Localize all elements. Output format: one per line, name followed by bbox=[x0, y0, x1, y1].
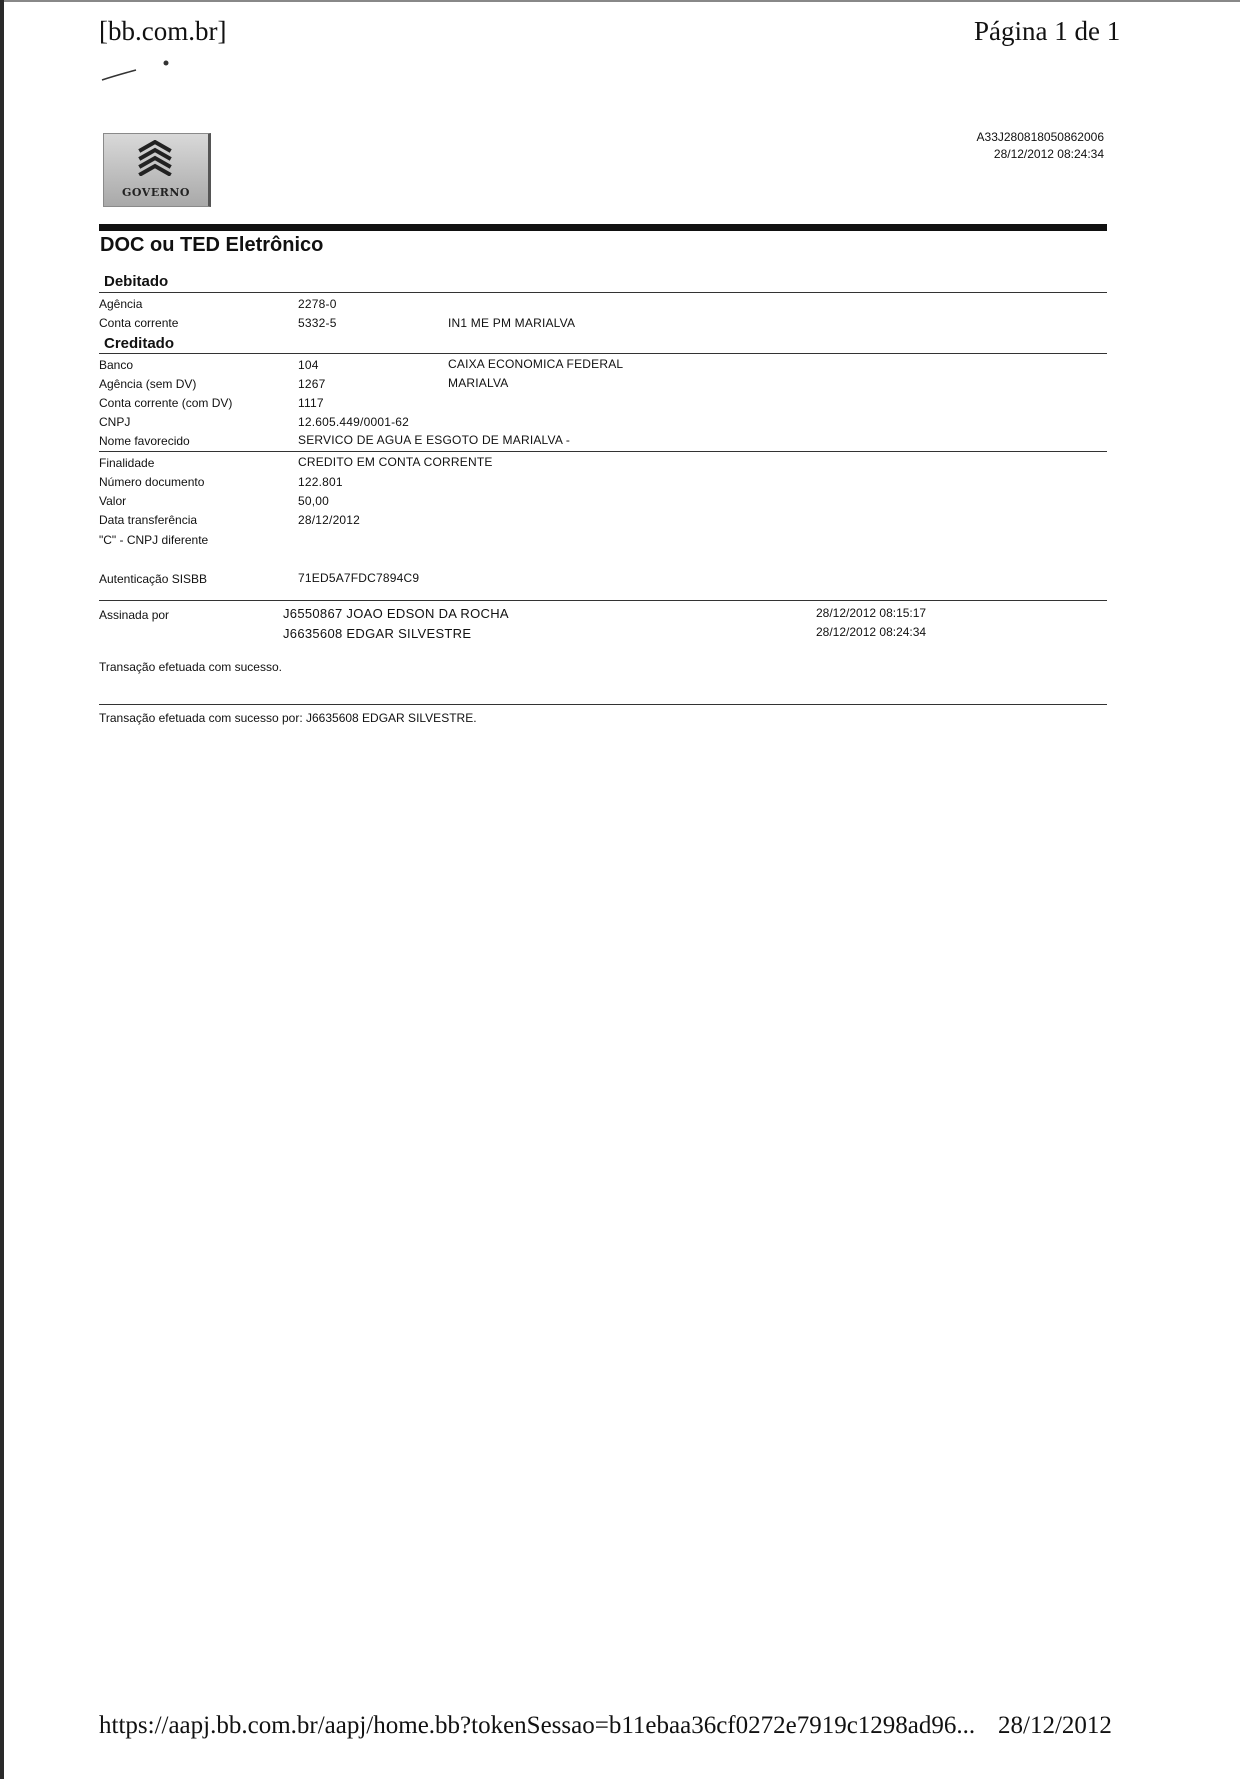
page-top-edge bbox=[0, 0, 1240, 2]
title-divider bbox=[99, 224, 1107, 231]
field-label-valor: Valor bbox=[99, 494, 127, 508]
banco-do-brasil-logo-icon bbox=[135, 140, 175, 176]
pen-mark-icon bbox=[100, 56, 180, 86]
field-value-agencia-nome: MARIALVA bbox=[448, 376, 509, 390]
page-title: DOC ou TED Eletrônico bbox=[100, 234, 324, 256]
field-label-banco: Banco bbox=[99, 358, 134, 372]
field-value-titular: IN1 ME PM MARIALVA bbox=[448, 316, 576, 330]
print-footer-date: 28/12/2012 bbox=[998, 1712, 1112, 1739]
field-label-conta: Conta corrente bbox=[99, 316, 179, 330]
field-value-agencia: 2278-0 bbox=[298, 297, 337, 311]
field-value-data: 28/12/2012 bbox=[298, 513, 361, 527]
section-debitado: Debitado bbox=[104, 273, 169, 290]
status-message: Transação efetuada com sucesso. bbox=[99, 660, 282, 674]
signer-name: J6635608 EDGAR SILVESTRE bbox=[283, 626, 472, 641]
field-value-valor: 50,00 bbox=[298, 494, 330, 508]
print-header-page-info: Página 1 de 1 bbox=[974, 16, 1121, 46]
field-label-documento: Número documento bbox=[99, 475, 205, 489]
bank-logo bbox=[103, 133, 211, 207]
print-header-site: [bb.com.br] bbox=[99, 16, 227, 46]
field-value-conta: 5332-5 bbox=[298, 316, 337, 330]
field-label-cnpj: CNPJ bbox=[99, 415, 131, 429]
field-value-documento: 122.801 bbox=[298, 475, 343, 489]
transaction-timestamp: 28/12/2012 08:24:34 bbox=[993, 147, 1104, 161]
field-value-banco-nome: CAIXA ECONOMICA FEDERAL bbox=[448, 357, 624, 371]
field-value-banco: 104 bbox=[298, 358, 319, 372]
signer-date: 28/12/2012 08:24:34 bbox=[816, 625, 927, 639]
logo-label: GOVERNO bbox=[122, 186, 190, 199]
section-divider bbox=[99, 292, 1107, 293]
footer-divider bbox=[99, 704, 1107, 705]
signer-name: J6550867 JOAO EDSON DA ROCHA bbox=[283, 606, 509, 621]
field-label-agencia-favorecido: Agência (sem DV) bbox=[99, 377, 197, 391]
field-label-agencia: Agência bbox=[99, 297, 143, 311]
footer-message: Transação efetuada com sucesso por: J6635608 EDGAR SILVESTRE. bbox=[99, 711, 477, 725]
field-label-finalidade: Finalidade bbox=[99, 456, 155, 470]
field-label-cnpj-diferente: "C" - CNPJ diferente bbox=[99, 533, 209, 547]
field-label-autenticacao: Autenticação SISBB bbox=[99, 572, 208, 586]
print-footer-url: https://aapj.bb.com.br/aapj/home.bb?tokenSessao=b11ebaa36cf0272e7919c1298ad96... bbox=[99, 1712, 976, 1739]
signer-date: 28/12/2012 08:15:17 bbox=[816, 606, 927, 620]
field-value-agencia-favorecido: 1267 bbox=[298, 377, 326, 391]
field-value-autenticacao: 71ED5A7FDC7894C9 bbox=[298, 571, 420, 585]
field-value-finalidade: CREDITO EM CONTA CORRENTE bbox=[298, 455, 493, 469]
field-label-favorecido: Nome favorecido bbox=[99, 434, 190, 448]
field-value-favorecido: SERVICO DE AGUA E ESGOTO DE MARIALVA - bbox=[298, 433, 571, 447]
field-label-data: Data transferência bbox=[99, 513, 198, 527]
field-label-assinada: Assinada por bbox=[99, 608, 170, 622]
section-divider bbox=[99, 451, 1107, 452]
transaction-id: A33J280818050862006 bbox=[976, 130, 1104, 144]
section-divider bbox=[99, 353, 1107, 354]
field-label-conta-favorecido: Conta corrente (com DV) bbox=[99, 396, 233, 410]
section-creditado: Creditado bbox=[104, 335, 175, 352]
field-value-conta-favorecido: 1117 bbox=[298, 396, 324, 410]
field-value-cnpj: 12.605.449/0001-62 bbox=[298, 415, 410, 429]
signatures-divider bbox=[99, 600, 1107, 601]
page-left-edge bbox=[0, 0, 4, 1779]
